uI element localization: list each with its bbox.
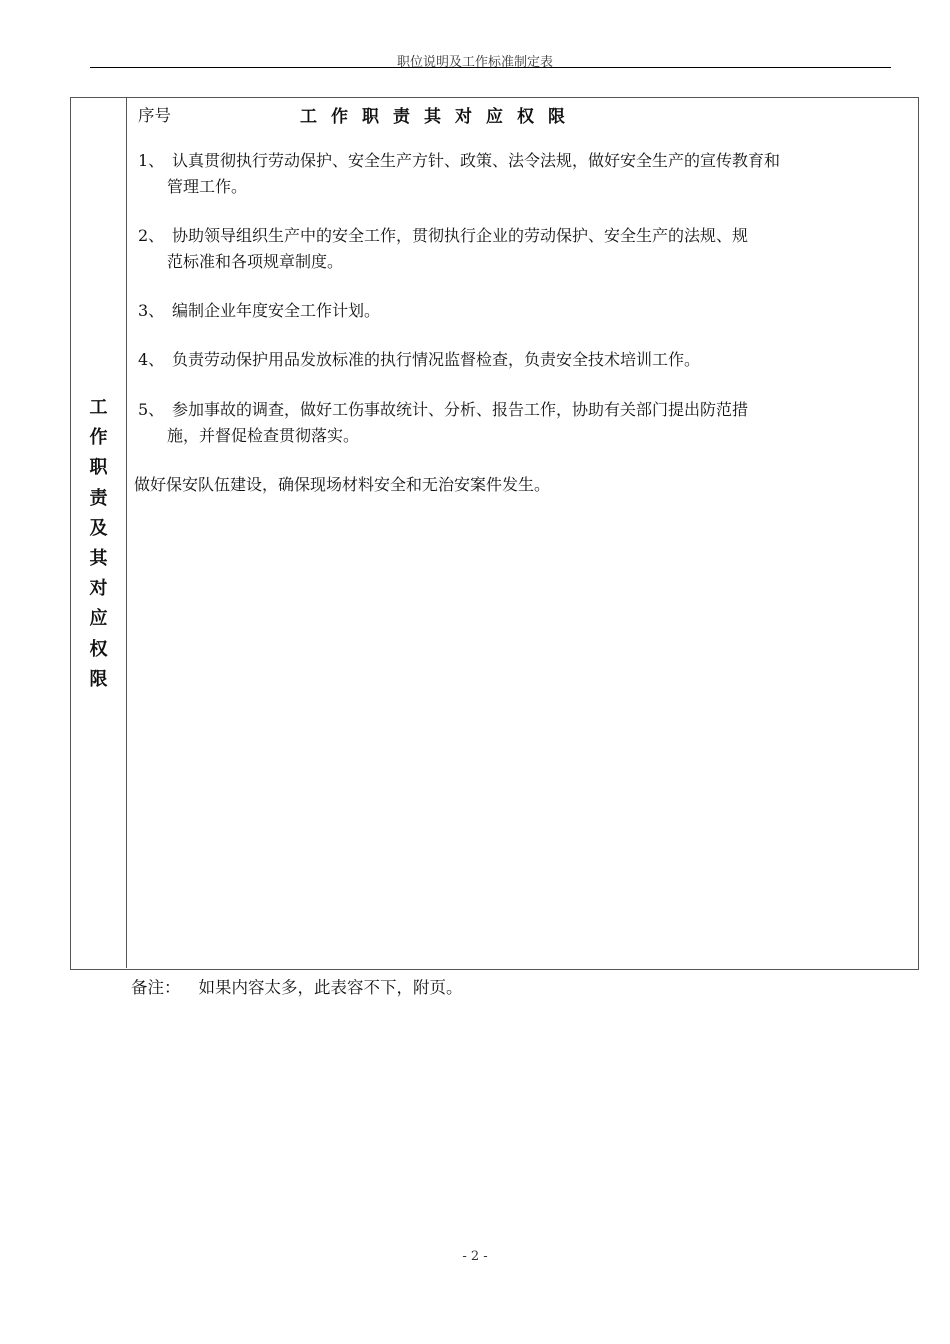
side-label-char: 对: [89, 578, 108, 600]
item-number: 2、: [138, 226, 165, 245]
duty-item-1: [138, 148, 780, 200]
item-text: 编制企业年度安全工作计划。: [172, 301, 381, 320]
column-title-header: 工作职责其对应权限: [300, 107, 579, 127]
side-label-char: 作: [89, 427, 108, 449]
side-label-char: 权: [89, 638, 108, 660]
header-rule: [90, 67, 891, 68]
item-number: 4、: [138, 350, 165, 369]
item-number: 3、: [138, 301, 165, 320]
footnote-text: 如果内容太多，此表容不下，附页。: [198, 978, 463, 997]
item-text-continued: 范标准和各项规章制度。: [167, 252, 344, 271]
side-label-char: 其: [89, 548, 108, 570]
duty-extra-line: 做好保安队伍建设，确保现场材料安全和无治安案件发生。: [134, 475, 551, 494]
side-label-char: 责: [89, 487, 108, 509]
footnote: [131, 974, 463, 998]
duty-item-2: [138, 223, 748, 275]
item-text-continued: 管理工作。: [167, 177, 248, 196]
item-text: 协助领导组织生产中的安全工作，贯彻执行企业的劳动保护、安全生产的法规、规: [172, 226, 749, 245]
side-label: [70, 393, 127, 695]
item-number: 1、: [138, 151, 165, 170]
duty-item-3: [138, 298, 380, 324]
footnote-label: 备注：: [131, 978, 181, 997]
side-label-char: 应: [89, 608, 108, 630]
item-number: 5、: [138, 400, 165, 419]
side-label-char: 限: [89, 668, 108, 690]
side-label-char: 职: [89, 457, 108, 479]
page-number: - 2 -: [462, 1249, 488, 1264]
column-seq-header: 序号: [138, 106, 171, 125]
duty-item-4: [138, 347, 700, 373]
item-text: 参加事故的调查，做好工伤事故统计、分析、报告工作，协助有关部门提出防范措: [172, 400, 749, 419]
side-label-char: 工: [89, 397, 108, 418]
duty-item-5: [138, 397, 748, 449]
item-text: 认真贯彻执行劳动保护、安全生产方针、政策、法令法规，做好安全生产的宣传教育和: [172, 151, 781, 170]
page-header-title: 职位说明及工作标准制定表: [396, 55, 553, 70]
item-text: 负责劳动保护用品发放标准的执行情况监督检查，负责安全技术培训工作。: [172, 350, 701, 369]
side-label-column: [70, 97, 127, 968]
item-text-continued: 施，并督促检查贯彻落实。: [167, 426, 360, 445]
side-label-char: 及: [89, 517, 108, 539]
